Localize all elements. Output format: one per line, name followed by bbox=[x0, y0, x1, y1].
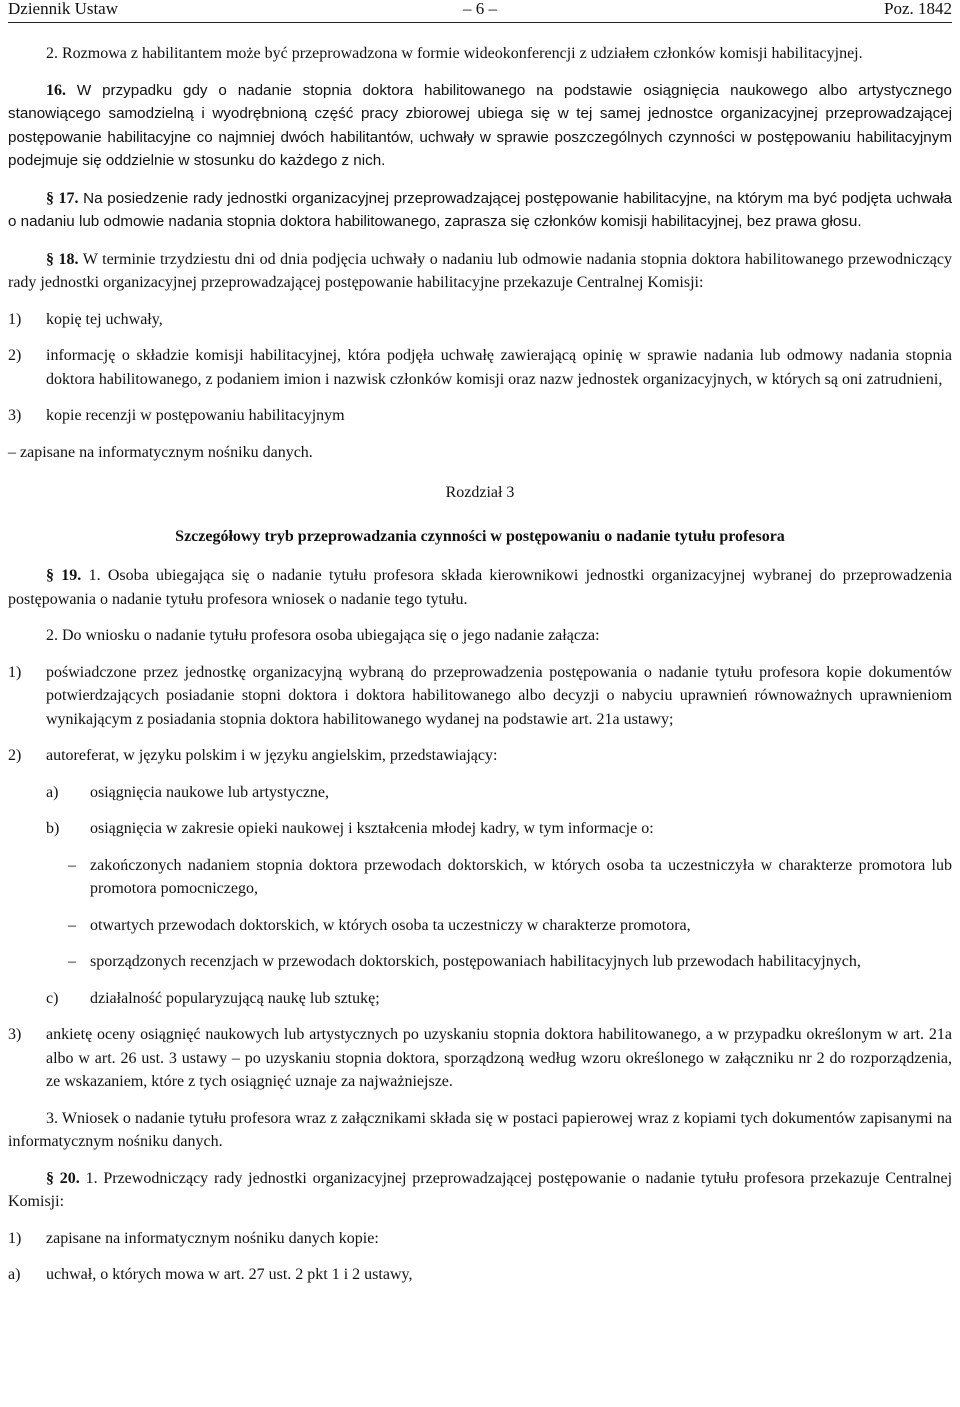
list-item-label: 3) bbox=[8, 407, 22, 424]
dash-item bbox=[8, 914, 952, 938]
list-item bbox=[8, 1023, 952, 1094]
list-item bbox=[8, 1263, 952, 1287]
list-item-text: autoreferat, w języku polskim i w języku angielskim, przedstawiający: bbox=[46, 747, 498, 764]
list-item-text: poświadczone przez jednostkę organizacyjną wybraną do przeprowadzenia postępowania o nadanie tytułu profesora kopie dokumentów potwierdzających posiadanie stopni doktora i doktora habilitowanego albo decyzji o nabyciu uprawnień równoważnych uprawnieniom wynikającym z posiadania stopnia doktora habilitowanego wydanej na podstawie art. 21a ustawy; bbox=[46, 663, 952, 728]
sub-item bbox=[8, 987, 952, 1011]
section-number: § 17. bbox=[46, 189, 79, 207]
list-item-label: 1) bbox=[8, 1229, 22, 1247]
section-text: 1. Przewodniczący rady jednostki organizacyjnej przeprowadzającej postępowanie o nadanie tytułu profesora przekazuje Centralnej Komisji: bbox=[8, 1169, 953, 1210]
section-16 bbox=[8, 79, 952, 173]
section-text: W przypadku gdy o nadanie stopnia doktora habilitowanego na podstawie osiągnięcia naukowego albo artystycznego stanowiącego samodzielną i wyodrębnioną część pracy zbiorowej ubiega się w tej samej jednostce organizacyjnej przeprowadzającej postępowanie habilitacyjne co najmniej dwóch habilitantów, uchwały w sprawie poszczególnych czynności w postępowaniu habilitacyjnym podejmuje się oddzielnie w stosunku do każdego z nich. bbox=[8, 81, 952, 169]
paragraph-19-3: 3. Wniosek o nadanie tytułu profesora wraz z załącznikami składa się w postaci papierowej wraz z kopiami tych dokumentów zapisanymi na informatycznym nośniku danych. bbox=[8, 1109, 952, 1150]
paragraph-15-2: 2. Rozmowa z habilitantem może być przeprowadzona w formie wideokonferencji z udziałem członków komisji habilitacyjnej. bbox=[46, 45, 863, 62]
document-page bbox=[8, 0, 952, 1287]
page-header bbox=[8, 0, 952, 23]
sub-item-label: a) bbox=[46, 783, 59, 801]
dash-text: sporządzonych recenzjach w przewodach doktorskich, postępowaniach habilitacyjnych lub przewodach habilitacyjnych, bbox=[90, 953, 861, 970]
paragraph-19-2: 2. Do wniosku o nadanie tytułu profesora osoba ubiegająca się o jego nadanie załącza: bbox=[46, 627, 600, 644]
section-20 bbox=[8, 1167, 952, 1214]
sub-item-label: c) bbox=[46, 989, 59, 1007]
list-item bbox=[8, 344, 952, 391]
sub-item-text: działalność popularyzującą naukę lub sztukę; bbox=[90, 989, 380, 1007]
list-item-text: kopie recenzji w postępowaniu habilitacyjnym bbox=[46, 407, 345, 424]
section-number: § 18. bbox=[46, 250, 79, 268]
list-item bbox=[8, 744, 952, 768]
section-17 bbox=[8, 187, 952, 234]
sub-item-text: osiągnięcia w zakresie opieki naukowej i kształcenia młodej kadry, w tym informacje o: bbox=[90, 820, 654, 837]
list-item bbox=[8, 1227, 952, 1251]
dash-item bbox=[8, 950, 952, 974]
list-item-label: 3) bbox=[8, 1026, 22, 1043]
section-text: 1. Osoba ubiegająca się o nadanie tytułu profesora składa kierownikowi jednostki organizacyjnej wybranej do przeprowadzenia postępowania o nadanie tytułu profesora wniosek o nadanie tego tytułu. bbox=[8, 567, 953, 608]
chapter-title: Szczegółowy tryb przeprowadzania czynności w postępowaniu o nadanie tytułu profesora bbox=[175, 527, 785, 545]
section-number: § 19. bbox=[46, 567, 82, 584]
journal-name: Dziennik Ustaw bbox=[8, 0, 119, 18]
list-item-text: uchwał, o których mowa w art. 27 ust. 2 pkt 1 i 2 ustawy, bbox=[46, 1266, 413, 1283]
dash-label: – bbox=[68, 953, 76, 970]
list-item-label: 1) bbox=[8, 310, 22, 328]
section-number: § 20. bbox=[46, 1169, 80, 1187]
section-number: 16. bbox=[46, 81, 66, 99]
list-item bbox=[8, 404, 952, 428]
dash-item bbox=[8, 854, 952, 901]
list-item-label: 1) bbox=[8, 663, 22, 681]
list-item-text: informację o składzie komisji habilitacyjnej, która podjęła uchwałę zawierającą opinię w sprawie nadania lub odmowy nadania stopnia doktora habilitowanego, z podaniem imion i nazwisk członków komisji oraz nazw jednostek organizacyjnych, w których są oni zatrudnieni, bbox=[46, 347, 952, 388]
sub-item-text: osiągnięcia naukowe lub artystyczne, bbox=[90, 783, 330, 801]
dash-label: – bbox=[68, 856, 76, 874]
list-item bbox=[8, 308, 952, 332]
section-19 bbox=[8, 564, 952, 611]
position-number: Poz. 1842 bbox=[884, 0, 952, 18]
dash-text: zakończonych nadaniem stopnia doktora przewodach doktorskich, w których osoba ta uczestniczyła w charakterze promotora lub promotora pomocniczego, bbox=[90, 856, 952, 897]
list-item-label: 2) bbox=[8, 347, 22, 364]
page-number: – 6 – bbox=[463, 0, 497, 18]
sub-item bbox=[8, 817, 952, 841]
list-item bbox=[8, 661, 952, 732]
closing-line: – zapisane na informatycznym nośniku danych. bbox=[8, 443, 313, 461]
dash-text: otwartych przewodach doktorskich, w których osoba ta uczestniczy w charakterze promotora, bbox=[90, 916, 691, 934]
list-item-text: zapisane na informatycznym nośniku danych kopie: bbox=[46, 1229, 379, 1247]
dash-label: – bbox=[68, 916, 76, 934]
sub-item bbox=[8, 781, 952, 805]
section-text: Na posiedzenie rady jednostki organizacyjnej przeprowadzającej postępowanie habilitacyjne, na którym ma być podjęta uchwała o nadaniu lub odmowie nadania stopnia doktora habilitowanego, zaprasza się członków komisji habilitacyjnej, bez prawa głosu. bbox=[8, 189, 952, 230]
list-item-label: 2) bbox=[8, 747, 22, 764]
section-text: W terminie trzydziestu dni od dnia podjęcia uchwały o nadaniu lub odmowie nadania stopnia doktora habilitowanego przewodniczący rady jednostki organizacyjnej przeprowadzającej postępowanie habilitacyjne przekazuje Centralnej Komisji: bbox=[8, 250, 952, 291]
sub-item-label: b) bbox=[46, 820, 60, 837]
list-item-label: a) bbox=[8, 1266, 21, 1283]
section-18 bbox=[8, 248, 952, 295]
list-item-text: kopię tej uchwały, bbox=[46, 310, 163, 328]
chapter-label: Rozdział 3 bbox=[445, 484, 515, 501]
list-item-text: ankietę oceny osiągnięć naukowych lub artystycznych po uzyskaniu stopnia doktora habilitowanego, a w przypadku określonym w art. 21a albo w art. 26 ust. 3 ustawy – po uzyskaniu stopnia doktora, sporządzoną według wzoru określonego w załączniku nr 2 do rozporządzenia, ze wskazaniem, które z tych osiągnięć uznaje za najważniejsze. bbox=[46, 1026, 952, 1090]
